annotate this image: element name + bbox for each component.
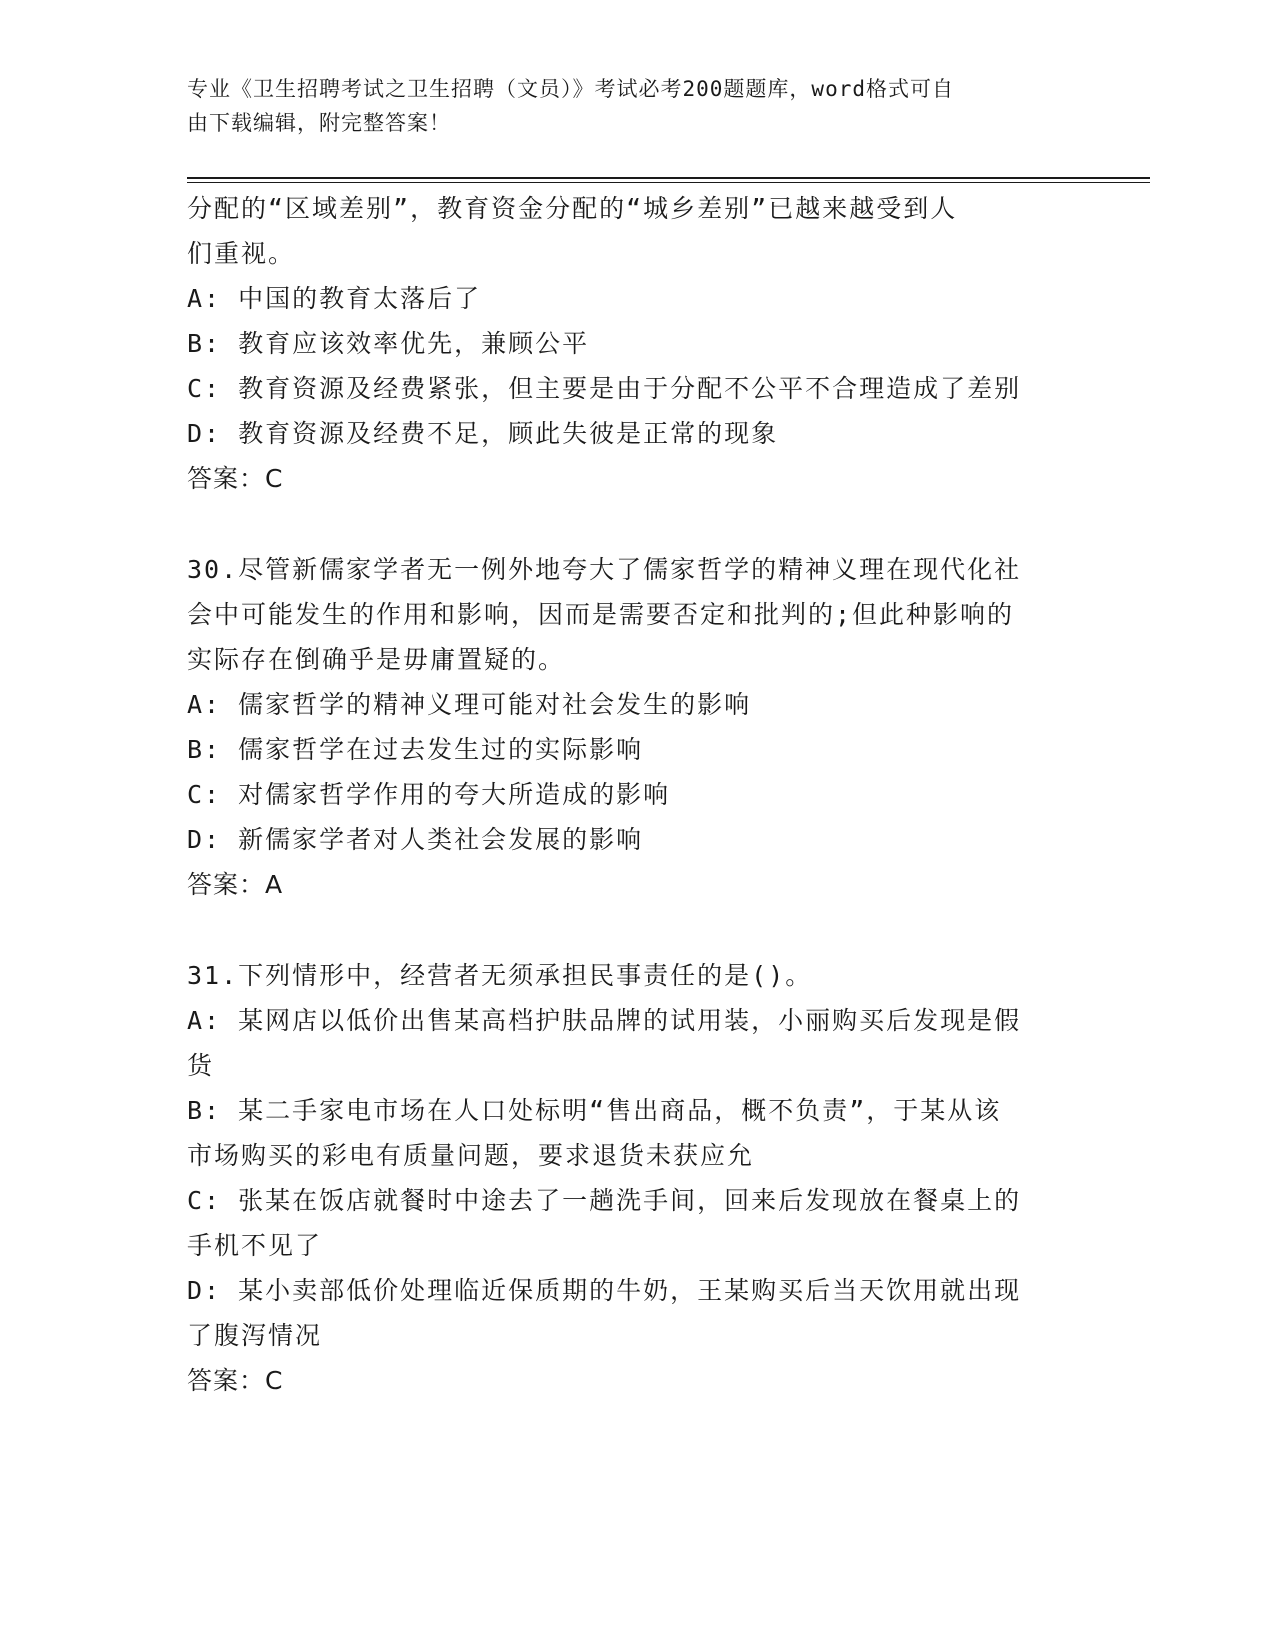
header-line: 由下载编辑，附完整答案！ — [187, 111, 451, 135]
option-c: C: 教育资源及经费紧张，但主要是由于分配不公平不合理造成了差别 — [187, 374, 1022, 403]
question-stem: 31.下列情形中，经营者无须承担民事责任的是()。 — [187, 961, 813, 990]
option-a: A: 某网店以低价出售某高档护肤品牌的试用装，小丽购买后发现是假 — [187, 1006, 1022, 1035]
question-stem: 实际存在倒确乎是毋庸置疑的。 — [187, 645, 566, 674]
option-a: A: 儒家哲学的精神义理可能对社会发生的影响 — [187, 690, 752, 719]
header-divider-thin — [187, 182, 1150, 183]
header-divider — [187, 177, 1150, 179]
question-31 — [187, 953, 1067, 1403]
question-list — [187, 186, 1067, 1403]
option-b-continued: 市场购买的彩电有质量问题，要求退货未获应允 — [187, 1141, 755, 1170]
question-stem: 30.尽管新儒家学者无一例外地夸大了儒家哲学的精神义理在现代化社 — [187, 555, 1022, 584]
question-spacer — [187, 907, 1067, 953]
option-d: D: 某小卖部低价处理临近保质期的牛奶，王某购买后当天饮用就出现 — [187, 1276, 1022, 1305]
question-stem: 们重视。 — [187, 239, 296, 268]
option-d: D: 新儒家学者对人类社会发展的影响 — [187, 825, 644, 854]
option-c: C: 对儒家哲学作用的夸大所造成的影响 — [187, 780, 671, 809]
option-b: B: 儒家哲学在过去发生过的实际影响 — [187, 735, 644, 764]
option-b: B: 某二手家电市场在人口处标明“售出商品，概不负责”，于某从该 — [187, 1096, 1002, 1125]
option-c: C: 张某在饭店就餐时中途去了一趟洗手间，回来后发现放在餐桌上的 — [187, 1186, 1022, 1215]
question-30 — [187, 547, 1067, 907]
option-b: B: 教育应该效率优先，兼顾公平 — [187, 329, 590, 358]
option-a: A: 中国的教育太落后了 — [187, 284, 482, 313]
document-header — [187, 72, 1067, 140]
option-a-continued: 货 — [187, 1051, 215, 1080]
question-29 — [187, 186, 1067, 501]
answer-label: 答案：A — [187, 870, 284, 899]
option-d: D: 教育资源及经费不足，顾此失彼是正常的现象 — [187, 419, 779, 448]
question-spacer — [187, 501, 1067, 547]
question-stem: 分配的“区域差别”，教育资金分配的“城乡差别”已越来越受到人 — [187, 194, 958, 223]
answer-label: 答案：C — [187, 1366, 284, 1395]
option-c-continued: 手机不见了 — [187, 1231, 323, 1260]
option-d-continued: 了腹泻情况 — [187, 1321, 323, 1350]
header-line: 专业《卫生招聘考试之卫生招聘（文员）》考试必考200题题库，word格式可自 — [187, 77, 954, 101]
question-stem: 会中可能发生的作用和影响，因而是需要否定和批判的;但此种影响的 — [187, 600, 1015, 629]
answer-label: 答案：C — [187, 464, 284, 493]
